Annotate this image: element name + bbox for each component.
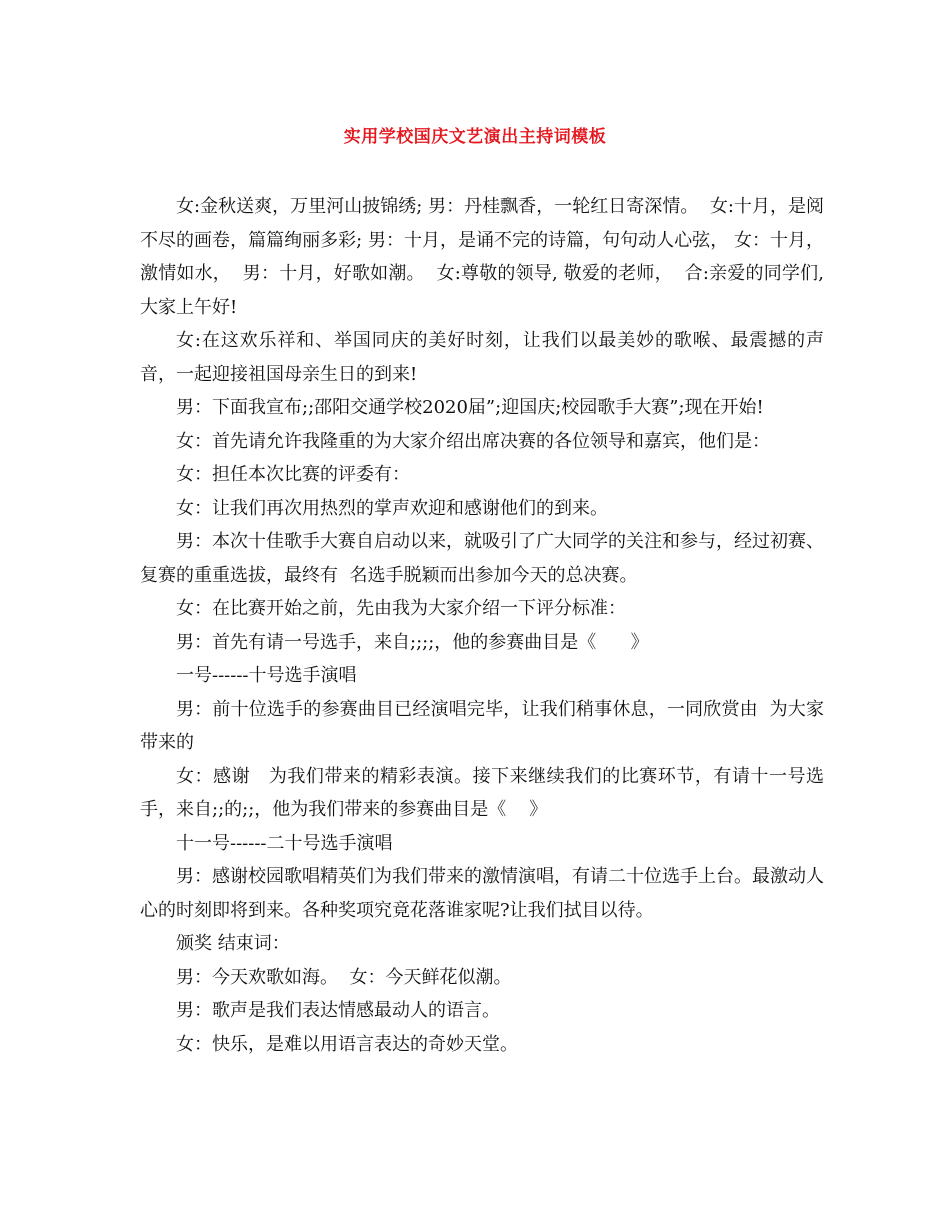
paragraph-opening: 女:金秋送爽，万里河山披锦绣; 男：丹桂飘香，一轮红日寄深情。 女:十月，是阅不尽的画卷，篇篇绚丽多彩; 男：十月，是诵不完的诗篇，句句动人心弦， 女：十月，激情如水， 男：十月，好歌如潮。 女:尊敬的领导, 敬爱的老师， 合:亲爱的同学们,大家上午好! — [140, 196, 824, 318]
paragraph: 女:在这欢乐祥和、举国同庆的美好时刻，让我们以最美妙的歌喉、最震撼的声音，一起迎接祖国母亲生日的到来! — [140, 330, 824, 385]
section-note: 一号------十号选手演唱 — [176, 665, 357, 686]
paragraph: 男：首先有请一号选手，来自;;;;，他的参赛曲目是《 》 — [176, 631, 649, 653]
paragraph: 男：感谢校园歌唱精英们为我们带来的激情演唱，有请二十位选手上台。最激动人心的时刻即将到来。各种奖项究竟花落谁家呢?让我们拭目以待。 — [140, 866, 824, 921]
paragraph: 男：今天欢歌如海。 女：今天鲜花似潮。 — [176, 966, 512, 988]
paragraph: 女：在比赛开始之前，先由我为大家介绍一下评分标准： — [176, 598, 626, 619]
paragraph: 女：让我们再次用热烈的掌声欢迎和感谢他们的到来。 — [176, 497, 608, 519]
paragraph: 男：歌声是我们表达情感最动人的语言。 — [176, 1000, 500, 1021]
paragraph: 男：前十位选手的参赛曲目已经演唱完毕，让我们稍事休息，一同欣赏由 为大家带来的 — [140, 698, 824, 753]
paragraph: 男：本次十佳歌手大赛自启动以来，就吸引了广大同学的关注和参与，经过初赛、复赛的重重选拔，最终有 名选手脱颖而出参加今天的总决赛。 — [140, 531, 824, 586]
paragraph: 女：感谢 为我们带来的精彩表演。接下来继续我们的比赛环节，有请十一号选手，来自;;的;;，他为我们带来的参赛曲目是《 》 — [140, 765, 824, 820]
paragraph: 男：下面我宣布;;邵阳交通学校2020届”;迎国庆;校园歌手大赛”;现在开始! — [176, 397, 764, 418]
section-heading: 颁奖 结束词： — [176, 933, 290, 954]
document-title: 实用学校国庆文艺演出主持词模板 — [343, 127, 607, 147]
document-body — [140, 190, 824, 1061]
paragraph: 女：首先请允许我隆重的为大家介绍出席决赛的各位领导和嘉宾，他们是： — [176, 430, 770, 452]
paragraph: 女：担任本次比赛的评委有： — [176, 464, 410, 485]
section-note: 十一号------二十号选手演唱 — [176, 832, 393, 854]
paragraph: 女：快乐，是难以用语言表达的奇妙天堂。 — [176, 1033, 518, 1055]
